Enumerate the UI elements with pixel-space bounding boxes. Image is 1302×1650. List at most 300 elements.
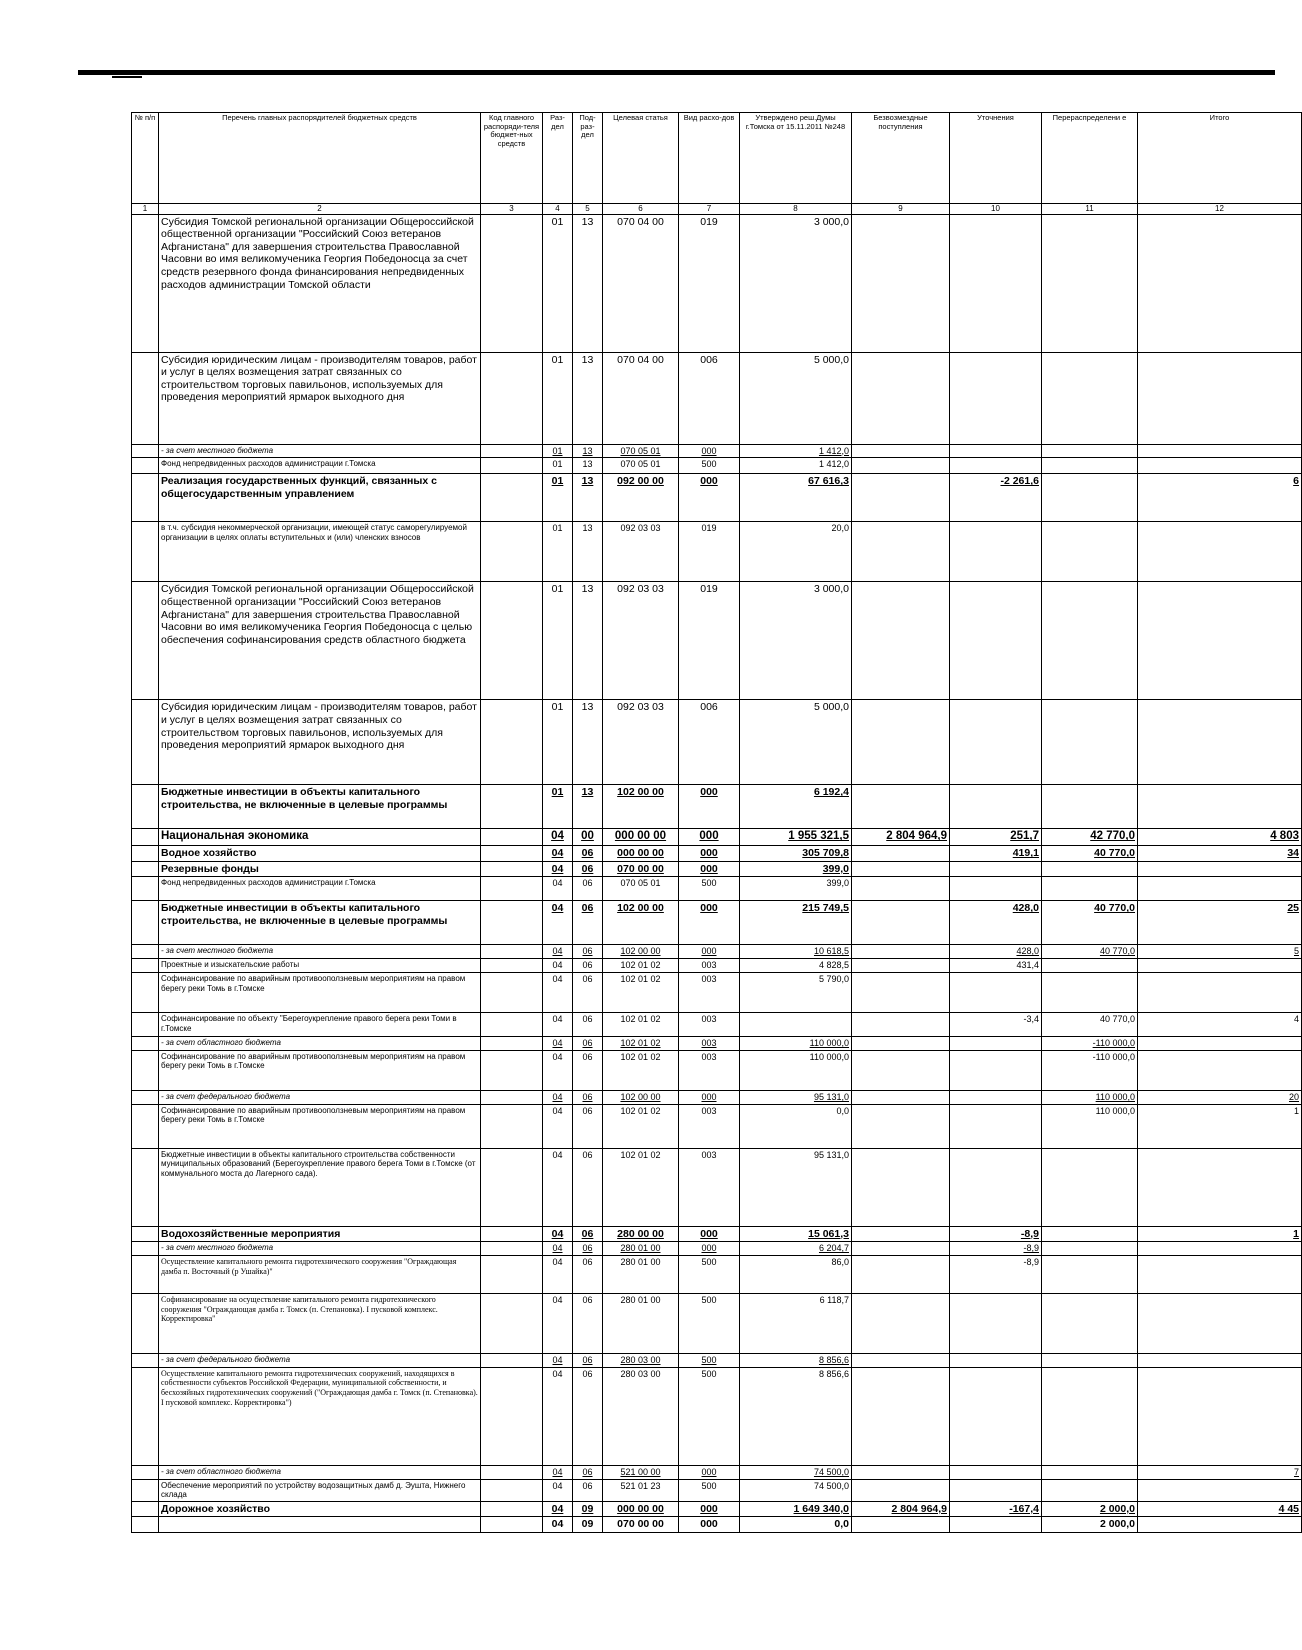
row-name-cell: Обеспечение мероприятий по устройству водозащитных дамб д. Эушта, Нижнего склада xyxy=(159,1479,481,1501)
row-podrazdel-cell: 06 xyxy=(573,1367,603,1465)
row-approved-cell: 5 000,0 xyxy=(740,352,852,444)
row-target-cell: 102 00 00 xyxy=(603,901,679,945)
row-type-cell: 000 xyxy=(679,1517,740,1533)
table-row xyxy=(132,945,1302,959)
row-type-cell: 006 xyxy=(679,700,740,785)
row-number-cell xyxy=(132,522,159,582)
row-name-cell: Водное хозяйство xyxy=(159,846,481,862)
row-free-cell xyxy=(852,945,950,959)
row-redistribution-cell: 40 770,0 xyxy=(1042,846,1138,862)
row-name-cell: Бюджетные инвестиции в объекты капитального строительства собственности муниципальных образований (Берегоукрепление правого берега Томи в г.Томске (от коммунального моста до Лагерного сада). xyxy=(159,1148,481,1226)
row-podrazdel-cell: 13 xyxy=(573,458,603,474)
row-code-cell xyxy=(481,1501,543,1517)
row-podrazdel-cell: 09 xyxy=(573,1517,603,1533)
row-code-cell xyxy=(481,829,543,846)
row-approved-cell: 110 000,0 xyxy=(740,1036,852,1050)
row-clarify-cell xyxy=(950,1353,1042,1367)
row-approved-cell: 95 131,0 xyxy=(740,1090,852,1104)
row-target-cell: 280 01 00 xyxy=(603,1255,679,1293)
row-code-cell xyxy=(481,1090,543,1104)
row-podrazdel-cell: 13 xyxy=(573,700,603,785)
row-name-cell: Бюджетные инвестиции в объекты капитального строительства, не включенные в целевые программы xyxy=(159,901,481,945)
row-podrazdel-cell: 06 xyxy=(573,1465,603,1479)
row-redistribution-cell xyxy=(1042,700,1138,785)
row-free-cell xyxy=(852,1465,950,1479)
row-approved-cell: 1 649 340,0 xyxy=(740,1501,852,1517)
row-clarify-cell: 431,4 xyxy=(950,959,1042,973)
row-total-cell xyxy=(1138,1517,1302,1533)
row-type-cell: 500 xyxy=(679,1353,740,1367)
row-free-cell xyxy=(852,1012,950,1036)
row-redistribution-cell xyxy=(1042,352,1138,444)
row-free-cell xyxy=(852,1050,950,1090)
row-name-cell: Проектные и изыскательские работы xyxy=(159,959,481,973)
row-code-cell xyxy=(481,861,543,877)
row-clarify-cell xyxy=(950,444,1042,458)
row-number-cell xyxy=(132,1465,159,1479)
row-type-cell: 019 xyxy=(679,522,740,582)
row-free-cell: 2 804 964,9 xyxy=(852,829,950,846)
table-row xyxy=(132,1226,1302,1242)
row-razdel-cell: 04 xyxy=(543,945,573,959)
row-name-cell: Дорожное хозяйство xyxy=(159,1501,481,1517)
row-type-cell: 000 xyxy=(679,901,740,945)
row-approved-cell: 3 000,0 xyxy=(740,214,852,352)
row-free-cell xyxy=(852,474,950,522)
row-approved-cell: 399,0 xyxy=(740,877,852,901)
table-row xyxy=(132,352,1302,444)
row-podrazdel-cell: 06 xyxy=(573,846,603,862)
row-total-cell: 25 xyxy=(1138,901,1302,945)
row-razdel-cell: 04 xyxy=(543,846,573,862)
header-code: Код главного распоряди-теля бюджет-ных средств xyxy=(481,113,543,204)
row-podrazdel-cell: 06 xyxy=(573,1479,603,1501)
row-free-cell xyxy=(852,1104,950,1148)
row-clarify-cell: 419,1 xyxy=(950,846,1042,862)
row-redistribution-cell xyxy=(1042,1242,1138,1256)
row-podrazdel-cell: 06 xyxy=(573,1050,603,1090)
row-free-cell xyxy=(852,846,950,862)
top-rule-mark xyxy=(112,76,142,78)
row-total-cell xyxy=(1138,458,1302,474)
row-number-cell xyxy=(132,474,159,522)
row-podrazdel-cell: 06 xyxy=(573,972,603,1012)
table-row xyxy=(132,1090,1302,1104)
row-type-cell: 003 xyxy=(679,1036,740,1050)
row-razdel-cell: 04 xyxy=(543,829,573,846)
row-clarify-cell xyxy=(950,458,1042,474)
row-razdel-cell: 01 xyxy=(543,444,573,458)
row-clarify-cell: 428,0 xyxy=(950,901,1042,945)
index-cell: 11 xyxy=(1042,204,1138,215)
row-code-cell xyxy=(481,1517,543,1533)
row-name-cell: Водохозяйственные мероприятия xyxy=(159,1226,481,1242)
row-code-cell xyxy=(481,1104,543,1148)
row-target-cell: 070 04 00 xyxy=(603,352,679,444)
row-code-cell xyxy=(481,972,543,1012)
row-total-cell xyxy=(1138,1242,1302,1256)
row-name-cell: Реализация государственных функций, связанных с общегосударственным управлением xyxy=(159,474,481,522)
row-free-cell xyxy=(852,522,950,582)
row-number-cell xyxy=(132,1090,159,1104)
row-name-cell: Осуществление капитального ремонта гидротехнических сооружений, находящихся в собственности субъектов Российской Федерации, муниципальной собственности, и бесхозяйных гидротехнических сооружений ("Ограждающая дамба г. Томск (п. Степановка). I пусковой комплекс. Корректировка") xyxy=(159,1367,481,1465)
budget-table-wrapper xyxy=(131,112,1299,1650)
row-razdel-cell: 04 xyxy=(543,1104,573,1148)
row-podrazdel-cell: 06 xyxy=(573,1293,603,1353)
row-redistribution-cell xyxy=(1042,214,1138,352)
row-free-cell xyxy=(852,458,950,474)
row-target-cell: 102 01 02 xyxy=(603,1036,679,1050)
row-clarify-cell: 251,7 xyxy=(950,829,1042,846)
row-clarify-cell xyxy=(950,352,1042,444)
row-razdel-cell: 04 xyxy=(543,1353,573,1367)
row-approved-cell: 8 856,6 xyxy=(740,1367,852,1465)
row-code-cell xyxy=(481,582,543,700)
row-code-cell xyxy=(481,458,543,474)
row-total-cell xyxy=(1138,352,1302,444)
row-redistribution-cell xyxy=(1042,877,1138,901)
row-number-cell xyxy=(132,458,159,474)
row-code-cell xyxy=(481,1148,543,1226)
row-target-cell: 102 00 00 xyxy=(603,945,679,959)
table-row xyxy=(132,959,1302,973)
top-rule xyxy=(78,70,1275,75)
row-number-cell xyxy=(132,352,159,444)
row-total-cell xyxy=(1138,214,1302,352)
row-redistribution-cell xyxy=(1042,1226,1138,1242)
row-free-cell xyxy=(852,959,950,973)
row-approved-cell: 399,0 xyxy=(740,861,852,877)
row-redistribution-cell: 40 770,0 xyxy=(1042,1012,1138,1036)
budget-table xyxy=(131,112,1302,1533)
row-number-cell xyxy=(132,829,159,846)
row-razdel-cell: 04 xyxy=(543,861,573,877)
row-podrazdel-cell: 06 xyxy=(573,959,603,973)
row-podrazdel-cell: 06 xyxy=(573,861,603,877)
row-type-cell: 003 xyxy=(679,1050,740,1090)
row-number-cell xyxy=(132,1050,159,1090)
row-free-cell xyxy=(852,700,950,785)
row-clarify-cell: -8,9 xyxy=(950,1226,1042,1242)
row-name-cell: Софинансирование по аварийным противооползневым мероприятиям на правом берегу реки Томь в г.Томске xyxy=(159,1104,481,1148)
row-target-cell: 102 01 02 xyxy=(603,972,679,1012)
row-clarify-cell xyxy=(950,1367,1042,1465)
row-redistribution-cell xyxy=(1042,1479,1138,1501)
index-cell: 8 xyxy=(740,204,852,215)
row-free-cell xyxy=(852,901,950,945)
table-row xyxy=(132,861,1302,877)
row-clarify-cell xyxy=(950,1036,1042,1050)
row-number-cell xyxy=(132,846,159,862)
row-clarify-cell: 428,0 xyxy=(950,945,1042,959)
row-razdel-cell: 04 xyxy=(543,1367,573,1465)
table-row xyxy=(132,1293,1302,1353)
row-podrazdel-cell: 06 xyxy=(573,1255,603,1293)
row-podrazdel-cell: 00 xyxy=(573,829,603,846)
row-podrazdel-cell: 06 xyxy=(573,1036,603,1050)
row-target-cell: 521 00 00 xyxy=(603,1465,679,1479)
row-razdel-cell: 04 xyxy=(543,1090,573,1104)
row-approved-cell: 10 618,5 xyxy=(740,945,852,959)
row-clarify-cell xyxy=(950,700,1042,785)
row-type-cell: 003 xyxy=(679,972,740,1012)
row-type-cell: 006 xyxy=(679,352,740,444)
row-total-cell xyxy=(1138,1036,1302,1050)
row-total-cell: 4 45 xyxy=(1138,1501,1302,1517)
row-clarify-cell xyxy=(950,972,1042,1012)
row-target-cell: 102 01 02 xyxy=(603,1104,679,1148)
row-total-cell: 1 xyxy=(1138,1104,1302,1148)
header-target: Целевая статья xyxy=(603,113,679,204)
row-free-cell xyxy=(852,1226,950,1242)
row-code-cell xyxy=(481,1012,543,1036)
row-number-cell xyxy=(132,214,159,352)
row-razdel-cell: 04 xyxy=(543,1148,573,1226)
row-number-cell xyxy=(132,1367,159,1465)
row-free-cell xyxy=(852,352,950,444)
row-podrazdel-cell: 06 xyxy=(573,901,603,945)
row-free-cell xyxy=(852,877,950,901)
row-total-cell xyxy=(1138,1353,1302,1367)
row-type-cell: 000 xyxy=(679,1090,740,1104)
row-clarify-cell xyxy=(950,1050,1042,1090)
row-podrazdel-cell: 13 xyxy=(573,785,603,829)
row-code-cell xyxy=(481,444,543,458)
row-type-cell: 000 xyxy=(679,861,740,877)
table-row xyxy=(132,1036,1302,1050)
row-target-cell: 070 00 00 xyxy=(603,861,679,877)
row-redistribution-cell xyxy=(1042,444,1138,458)
row-approved-cell: 6 118,7 xyxy=(740,1293,852,1353)
row-name-cell: Фонд непредвиденных расходов администрации г.Томска xyxy=(159,877,481,901)
row-razdel-cell: 04 xyxy=(543,1050,573,1090)
index-cell: 6 xyxy=(603,204,679,215)
table-row xyxy=(132,972,1302,1012)
row-number-cell xyxy=(132,1353,159,1367)
row-code-cell xyxy=(481,1353,543,1367)
row-name-cell: - за счет областного бюджета xyxy=(159,1036,481,1050)
row-free-cell xyxy=(852,1479,950,1501)
table-row xyxy=(132,1148,1302,1226)
row-redistribution-cell: 40 770,0 xyxy=(1042,945,1138,959)
index-cell: 5 xyxy=(573,204,603,215)
row-type-cell: 000 xyxy=(679,1226,740,1242)
row-podrazdel-cell: 06 xyxy=(573,1226,603,1242)
row-name-cell: - за счет федерального бюджета xyxy=(159,1353,481,1367)
row-podrazdel-cell: 13 xyxy=(573,444,603,458)
table-row xyxy=(132,214,1302,352)
header-clarify: Уточнения xyxy=(950,113,1042,204)
row-target-cell: 000 00 00 xyxy=(603,829,679,846)
row-target-cell: 070 05 01 xyxy=(603,458,679,474)
row-name-cell: - за счет местного бюджета xyxy=(159,945,481,959)
row-target-cell: 280 00 00 xyxy=(603,1226,679,1242)
row-number-cell xyxy=(132,1255,159,1293)
row-name-cell: Осуществление капитального ремонта гидротехнического сооружения "Ограждающая дамба п. Восточный (р Ушайка)" xyxy=(159,1255,481,1293)
row-redistribution-cell xyxy=(1042,474,1138,522)
row-clarify-cell xyxy=(950,1479,1042,1501)
row-approved-cell: 305 709,8 xyxy=(740,846,852,862)
header-name: Перечень главных распорядителей бюджетных средств xyxy=(159,113,481,204)
index-row xyxy=(132,204,1302,215)
table-row xyxy=(132,700,1302,785)
row-target-cell: 280 03 00 xyxy=(603,1367,679,1465)
table-row xyxy=(132,901,1302,945)
row-free-cell xyxy=(852,1148,950,1226)
row-redistribution-cell xyxy=(1042,972,1138,1012)
table-row xyxy=(132,522,1302,582)
row-total-cell xyxy=(1138,972,1302,1012)
row-total-cell: 20 xyxy=(1138,1090,1302,1104)
row-free-cell xyxy=(852,972,950,1012)
row-free-cell xyxy=(852,1353,950,1367)
row-razdel-cell: 01 xyxy=(543,582,573,700)
row-number-cell xyxy=(132,901,159,945)
row-type-cell: 003 xyxy=(679,1012,740,1036)
row-target-cell: 092 03 03 xyxy=(603,522,679,582)
row-number-cell xyxy=(132,444,159,458)
row-razdel-cell: 04 xyxy=(543,1501,573,1517)
row-razdel-cell: 01 xyxy=(543,474,573,522)
row-approved-cell: 0,0 xyxy=(740,1517,852,1533)
row-total-cell xyxy=(1138,1255,1302,1293)
row-free-cell xyxy=(852,582,950,700)
row-redistribution-cell xyxy=(1042,522,1138,582)
index-cell: 10 xyxy=(950,204,1042,215)
row-type-cell: 500 xyxy=(679,877,740,901)
row-approved-cell: 215 749,5 xyxy=(740,901,852,945)
row-free-cell xyxy=(852,1293,950,1353)
table-row xyxy=(132,1479,1302,1501)
row-code-cell xyxy=(481,785,543,829)
row-code-cell xyxy=(481,901,543,945)
index-cell: 3 xyxy=(481,204,543,215)
row-target-cell: 102 01 02 xyxy=(603,959,679,973)
row-total-cell xyxy=(1138,861,1302,877)
row-clarify-cell xyxy=(950,1104,1042,1148)
row-code-cell xyxy=(481,214,543,352)
row-name-cell: Бюджетные инвестиции в объекты капитального строительства, не включенные в целевые программы xyxy=(159,785,481,829)
index-cell: 1 xyxy=(132,204,159,215)
row-type-cell: 000 xyxy=(679,785,740,829)
row-approved-cell: 15 061,3 xyxy=(740,1226,852,1242)
row-name-cell: - за счет местного бюджета xyxy=(159,1242,481,1256)
row-type-cell: 000 xyxy=(679,1242,740,1256)
row-podrazdel-cell: 13 xyxy=(573,474,603,522)
row-approved-cell: 20,0 xyxy=(740,522,852,582)
table-row xyxy=(132,1517,1302,1533)
table-row xyxy=(132,1353,1302,1367)
row-razdel-cell: 04 xyxy=(543,1226,573,1242)
row-redistribution-cell: -110 000,0 xyxy=(1042,1050,1138,1090)
row-razdel-cell: 04 xyxy=(543,1036,573,1050)
row-total-cell: 34 xyxy=(1138,846,1302,862)
row-code-cell xyxy=(481,1255,543,1293)
row-approved-cell: 67 616,3 xyxy=(740,474,852,522)
row-number-cell xyxy=(132,1517,159,1533)
row-free-cell xyxy=(852,1367,950,1465)
row-number-cell xyxy=(132,1479,159,1501)
row-razdel-cell: 01 xyxy=(543,214,573,352)
header-type: Вид расхо-дов xyxy=(679,113,740,204)
row-podrazdel-cell: 09 xyxy=(573,1501,603,1517)
row-redistribution-cell xyxy=(1042,1465,1138,1479)
row-type-cell: 000 xyxy=(679,846,740,862)
row-razdel-cell: 01 xyxy=(543,785,573,829)
row-redistribution-cell xyxy=(1042,959,1138,973)
row-number-cell xyxy=(132,1036,159,1050)
row-approved-cell: 1 955 321,5 xyxy=(740,829,852,846)
row-approved-cell: 5 790,0 xyxy=(740,972,852,1012)
row-redistribution-cell xyxy=(1042,1255,1138,1293)
row-redistribution-cell: 2 000,0 xyxy=(1042,1517,1138,1533)
row-name-cell xyxy=(159,1517,481,1533)
row-redistribution-cell: 110 000,0 xyxy=(1042,1090,1138,1104)
header-num: № п/п xyxy=(132,113,159,204)
row-podrazdel-cell: 06 xyxy=(573,1353,603,1367)
row-type-cell: 003 xyxy=(679,1148,740,1226)
row-razdel-cell: 04 xyxy=(543,959,573,973)
row-code-cell xyxy=(481,522,543,582)
row-name-cell: в т.ч. субсидия некоммерческой организации, имеющей статус саморегулируемой организации в целях оплаты вступительных и (или) членских взносов xyxy=(159,522,481,582)
row-number-cell xyxy=(132,1501,159,1517)
table-row xyxy=(132,582,1302,700)
row-total-cell xyxy=(1138,1293,1302,1353)
row-type-cell: 000 xyxy=(679,1465,740,1479)
table-row xyxy=(132,474,1302,522)
row-redistribution-cell xyxy=(1042,1367,1138,1465)
row-clarify-cell xyxy=(950,861,1042,877)
row-approved-cell: 1 412,0 xyxy=(740,458,852,474)
row-razdel-cell: 01 xyxy=(543,352,573,444)
row-type-cell: 019 xyxy=(679,214,740,352)
row-clarify-cell xyxy=(950,522,1042,582)
row-target-cell: 000 00 00 xyxy=(603,846,679,862)
row-podrazdel-cell: 06 xyxy=(573,877,603,901)
row-number-cell xyxy=(132,945,159,959)
row-target-cell: 070 04 00 xyxy=(603,214,679,352)
row-name-cell: - за счет местного бюджета xyxy=(159,444,481,458)
row-podrazdel-cell: 06 xyxy=(573,1148,603,1226)
row-razdel-cell: 04 xyxy=(543,901,573,945)
row-type-cell: 019 xyxy=(679,582,740,700)
row-total-cell: 7 xyxy=(1138,1465,1302,1479)
table-row xyxy=(132,1050,1302,1090)
row-name-cell: Субсидия юридическим лицам - производителям товаров, работ и услуг в целях возмещения затрат связанных со строительством торговых павильонов, используемых для проведения мероприятий ярмарок выходного дня xyxy=(159,352,481,444)
index-cell: 7 xyxy=(679,204,740,215)
row-clarify-cell: -3,4 xyxy=(950,1012,1042,1036)
table-row xyxy=(132,1012,1302,1036)
row-razdel-cell: 04 xyxy=(543,1012,573,1036)
row-total-cell: 1 xyxy=(1138,1226,1302,1242)
row-total-cell xyxy=(1138,1050,1302,1090)
row-podrazdel-cell: 13 xyxy=(573,582,603,700)
row-number-cell xyxy=(132,1226,159,1242)
header-approved: Утверждено реш.Думы г.Томска от 15.11.2011 №248 xyxy=(740,113,852,204)
row-target-cell: 000 00 00 xyxy=(603,1501,679,1517)
row-razdel-cell: 04 xyxy=(543,1242,573,1256)
row-code-cell xyxy=(481,1226,543,1242)
row-target-cell: 070 05 01 xyxy=(603,444,679,458)
row-name-cell: Субсидия Томской региональной организации Общероссийской общественной организации "Российский Союз ветеранов Афганистана" для завершения строительства Православной Часовни во имя великомученика Георгия Победоносца с целью обеспечения софинансирования средств областного бюджета xyxy=(159,582,481,700)
row-total-cell: 4 xyxy=(1138,1012,1302,1036)
row-code-cell xyxy=(481,1293,543,1353)
row-total-cell xyxy=(1138,582,1302,700)
row-number-cell xyxy=(132,861,159,877)
row-razdel-cell: 04 xyxy=(543,1293,573,1353)
row-target-cell: 521 01 23 xyxy=(603,1479,679,1501)
row-clarify-cell xyxy=(950,877,1042,901)
